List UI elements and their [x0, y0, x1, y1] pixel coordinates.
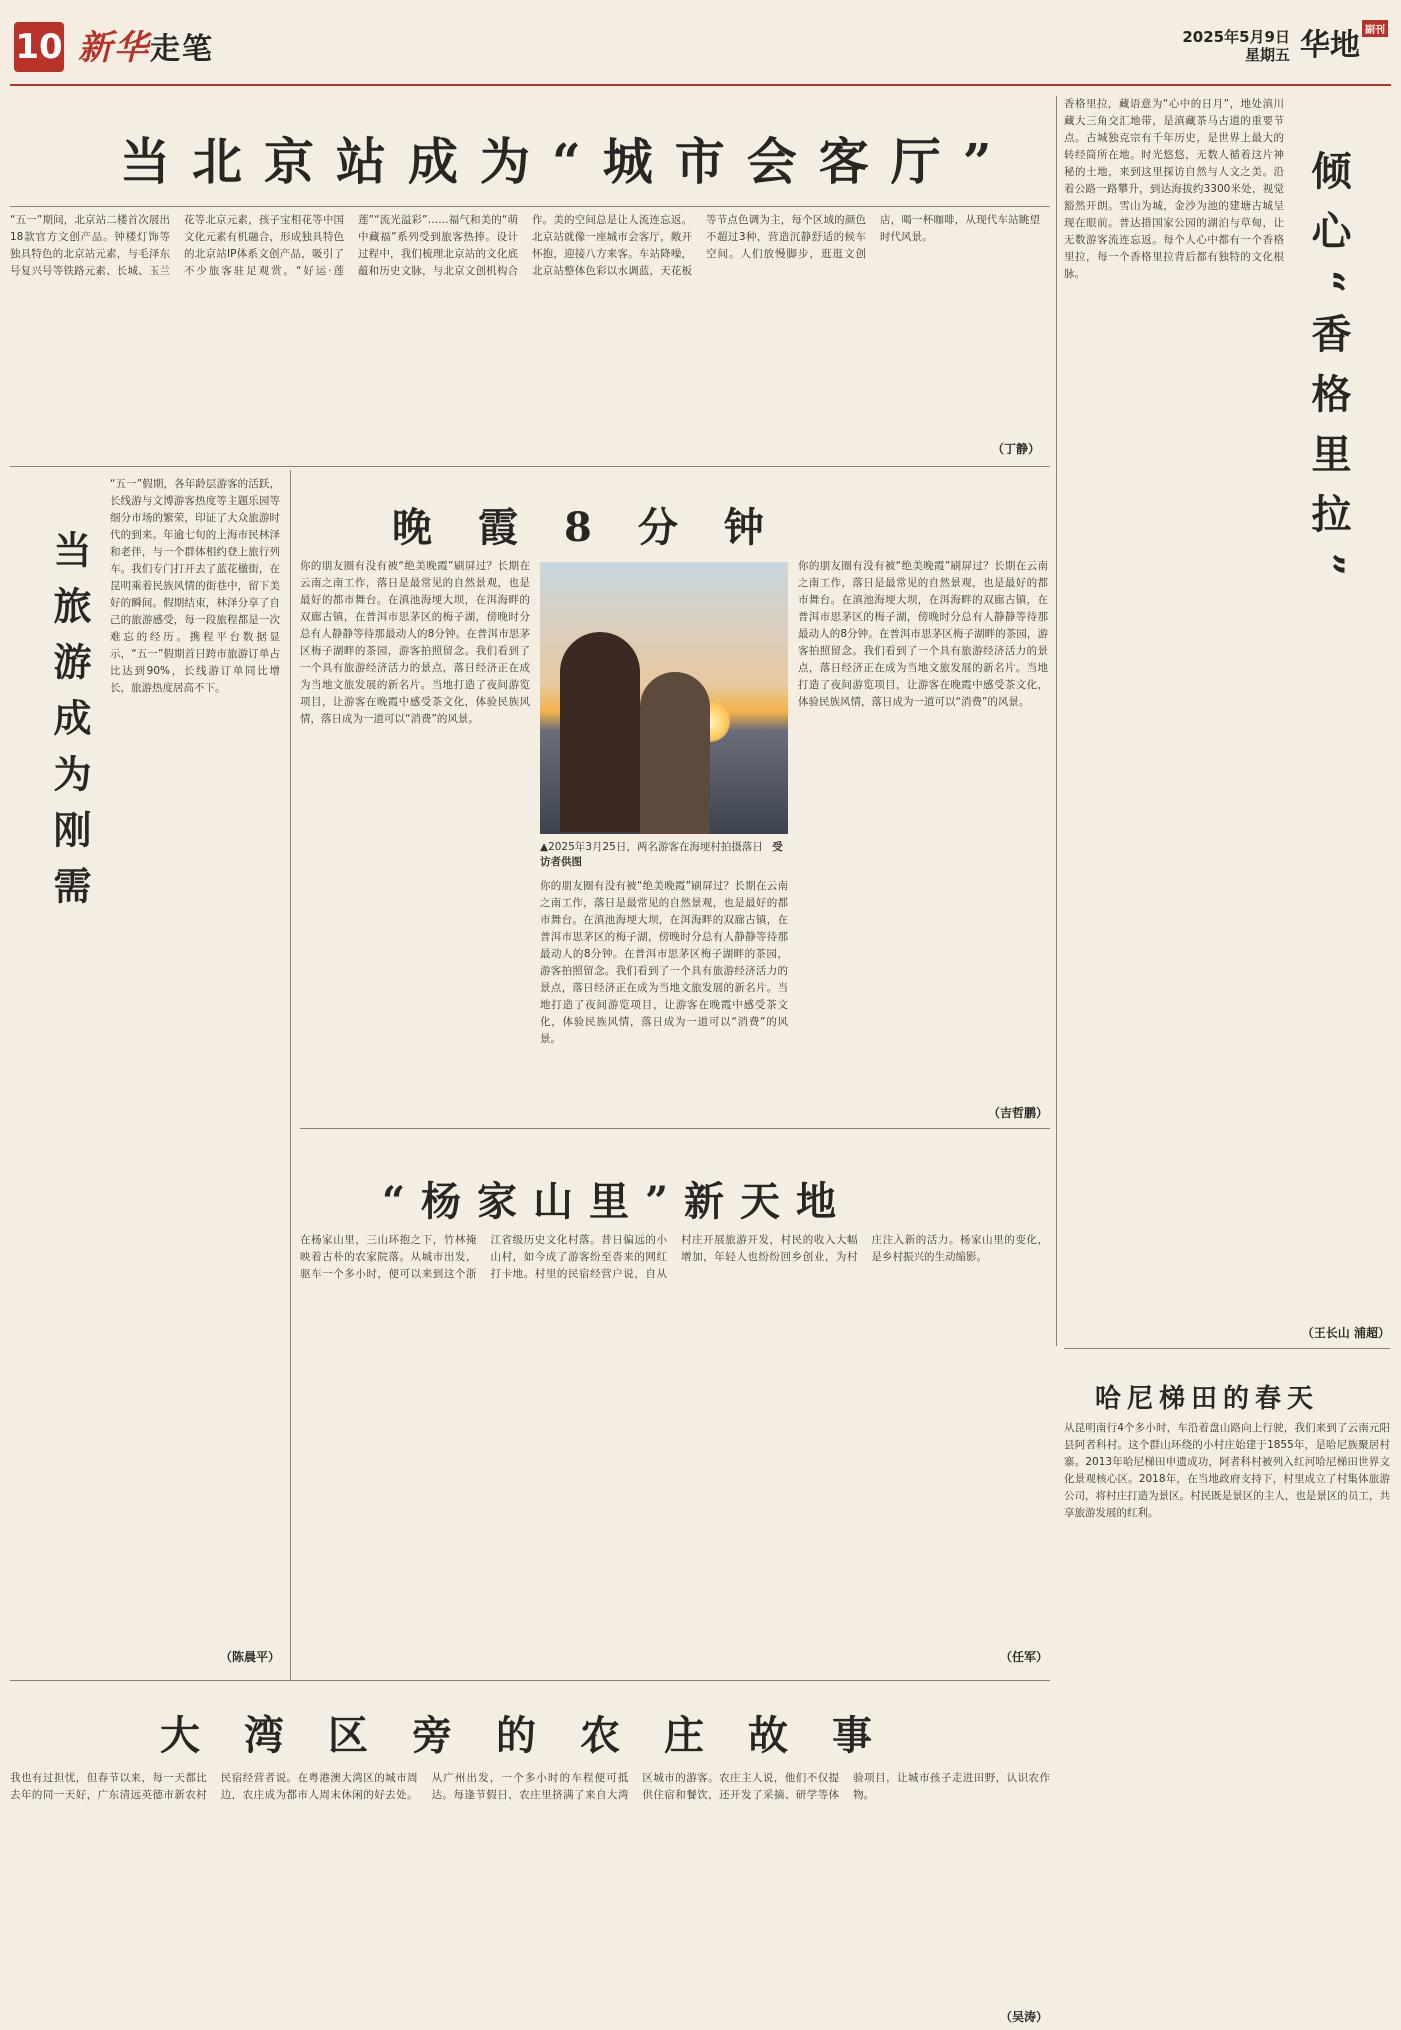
- article-headline-hani-terraces: 哈尼梯田的春天: [1095, 1384, 1320, 1414]
- issue-weekday: 星期五: [1244, 46, 1290, 64]
- article-headline-bay-area-farm: 大湾区旁的农庄故事: [160, 1712, 916, 1759]
- section-name: 新华: [78, 28, 150, 68]
- divider: [10, 206, 1050, 207]
- supplement-tag: 副刊: [1362, 20, 1388, 37]
- article-headline-beijing-station: 当北京站成为“城市会客厅”: [120, 132, 1014, 191]
- article-headline-shangri-la: 倾心“香格里拉”: [1305, 150, 1352, 597]
- article-headline-yangjiashanli: “杨家山里”新天地: [382, 1178, 853, 1225]
- article-author: （吉哲鹏）: [987, 1106, 1048, 1120]
- supplement-logo: [1300, 20, 1388, 64]
- section-sub: 走笔: [150, 32, 214, 67]
- article-body-hani-terraces: 从昆明南行4个多小时，车沿着盘山路向上行驶，我们来到了云南元阳县阿者科村。这个群山环绕的小村庄始建于1855年，是哈尼族聚居村寨。2013年哈尼梯田申遗成功，阿者科村被列入红河哈尼梯田世界文化景观核心区。2018年，在当地政府支持下，村里成立了村集体旅游公司，将村庄打造为景区。村民既是景区的主人，也是景区的员工，共享旅游发展的红利。: [1064, 1422, 1390, 1519]
- divider: [1064, 1348, 1390, 1349]
- article-body-bay-area-farm: 我也有过担忧，但春节以来，每一天都比去年的同一天好，广东清远英德市新农村民宿经营者说。在粤港澳大湾区的城市周边，农庄成为都市人周末休闲的好去处。从广州出发，一个多小时的车程便可抵达。每逢节假日，农庄里挤满了来自大湾区城市的游客。农庄主人说，他们不仅提供住宿和餐饮，还开发了采摘、研学等体验项目，让城市孩子走进田野，认识农作物。: [10, 1772, 1050, 1801]
- photo-caption: [540, 840, 788, 870]
- divider: [300, 1128, 1050, 1129]
- article-author: （任军）: [999, 1650, 1048, 1664]
- article-author: （丁静）: [991, 442, 1040, 456]
- divider: [10, 1680, 1050, 1681]
- article-body-sunset-col3: 你的朋友圈有没有被“绝美晚霞”刷屏过？长期在云南之南工作，落日是最常见的自然景观，也是最好的都市舞台。在滇池海埂大坝，在洱海畔的双廊古镇，在普洱市思茅区的梅子湖，傍晚时分总有人静静等待那最动人的8分钟。在普洱市思茅区梅子湖畔的茶园，游客拍照留念。我们看到了一个具有旅游经济活力的景点，落日经济正在成为当地文旅发展的新名片。当地打造了夜间游览项目，让游客在晚霞中感受茶文化，体验民族风情，落日成为一道可以“消费”的风景。: [798, 560, 1048, 708]
- article-author: （王长山 浦超）: [1301, 1326, 1390, 1340]
- divider: [1056, 96, 1057, 1346]
- divider: [10, 466, 1050, 467]
- article-body-beijing-station: “五一”期间，北京站二楼首次展出18款官方文创产品。钟楼灯饰等独具特色的北京站元素，与毛泽东号复兴号等铁路元素、长城、玉兰花等北京元素，孩子宝相花等中国文化元素有机融合，形成独具特色的北京站IP体系文创产品，吸引了不少旅客驻足观赏。“好运·莲莲”“流光溢彩”……福气和美的“萌中藏福”系列受到旅客热捧。设计过程中，我们梳理北京站的文化底蕴和历史文脉，与北京文创机构合作。美的空间总是让人流连忘返。北京站就像一座城市会客厅，敞开怀抱，迎接八方来客。车站降噪，北京站整体色彩以水调蓝，天花板等节点色调为主，每个区域的颜色不超过3种，营造沉静舒适的候车空间。人们放慢脚步，逛逛文创店，喝一杯咖啡，从现代车站眺望时代风景。: [10, 214, 1040, 277]
- person-silhouette: [560, 632, 640, 832]
- article-body-travel-demand-lead: “五一”假期，各年龄层游客的活跃，长线游与文博游客热度等主题乐园等细分市场的繁荣，印证了大众旅游时代的到来。年逾七旬的上海市民林泽和老伴，与一个群体相约登上旅行列车。我们专门打开去了蓝花楹街，在昆明乘着民族风情的街巷中，留下美好的瞬间。假期结束，林泽分享了自己的旅游感受，每一段旅程都是一次难忘的经历。携程平台数据显示，“五一”假期首日跨市旅游订单占比达到90%，长线游订单同比增长，旅游热度居高不下。: [110, 478, 280, 694]
- divider: [290, 470, 291, 1680]
- article-body-shangri-la: 香格里拉，藏语意为“心中的日月”，地处滇川藏大三角交汇地带，是滇藏茶马古道的重要节点。古城独克宗有千年历史，是世界上最大的转经筒所在地。时光悠悠，无数人循着这片神秘的土地，来到这里探访自然与人文之美。沿着公路一路攀升，到达海拔约3300米处，视觉豁然开朗。雪山为城，金沙为池的建塘古城呈现在眼前。普达措国家公园的湖泊与草甸，让无数游客流连忘返。每个人心中都有一个香格里拉，每一个香格里拉背后都有独特的文化根脉。: [1064, 98, 1284, 280]
- article-body-sunset-col1: 你的朋友圈有没有被“绝美晚霞”刷屏过？长期在云南之南工作，落日是最常见的自然景观，也是最好的都市舞台。在滇池海埂大坝，在洱海畔的双廊古镇，在普洱市思茅区的梅子湖，傍晚时分总有人静静等待那最动人的8分钟。在普洱市思茅区梅子湖畔的茶园，游客拍照留念。我们看到了一个具有旅游经济活力的景点，落日经济正在成为当地文旅发展的新名片。当地打造了夜间游览项目，让游客在晚霞中感受茶文化，体验民族风情，落日成为一道可以“消费”的风景。: [300, 560, 530, 725]
- dateline: [1170, 28, 1290, 64]
- article-author: （陈晨平）: [219, 1650, 280, 1664]
- article-body-yangjiashanli: 在杨家山里，三山环抱之下，竹林掩映着古朴的农家院落。从城市出发，驱车一个多小时，便可以来到这个浙江省级历史文化村落。昔日偏远的小山村，如今成了游客纷至沓来的网红打卡地。村里的民宿经营户说，自从村庄开展旅游开发，村民的收入大幅增加，年轻人也纷纷回乡创业，为村庄注入新的活力。杨家山里的变化，是乡村振兴的生动缩影。: [300, 1234, 1048, 1280]
- section-logo: [78, 20, 214, 69]
- page-number: 10: [14, 22, 64, 72]
- person-silhouette: [640, 672, 710, 834]
- caption-text: ▲2025年3月25日，两名游客在海埂村拍摄落日: [540, 841, 763, 853]
- sunset-photo: [540, 562, 788, 834]
- photo-credit: 受访者供图: [540, 841, 783, 868]
- article-headline-travel-demand: 当旅游成为刚需: [47, 530, 92, 922]
- article-body-sunset-col2: 你的朋友圈有没有被“绝美晚霞”刷屏过？长期在云南之南工作，落日是最常见的自然景观，也是最好的都市舞台。在滇池海埂大坝，在洱海畔的双廊古镇，在普洱市思茅区的梅子湖，傍晚时分总有人静静等待那最动人的8分钟。在普洱市思茅区梅子湖畔的茶园，游客拍照留念。我们看到了一个具有旅游经济活力的景点，落日经济正在成为当地文旅发展的新名片。当地打造了夜间游览项目，让游客在晚霞中感受茶文化，体验民族风情，落日成为一道可以“消费”的风景。: [540, 880, 788, 1045]
- issue-date: 2025年5月9日: [1182, 28, 1290, 46]
- supplement-name: 华地: [1300, 28, 1360, 63]
- article-author: （吴涛）: [999, 2010, 1048, 2024]
- article-headline-sunset: 晚霞8分钟: [392, 504, 810, 551]
- masthead-rule: [10, 84, 1391, 86]
